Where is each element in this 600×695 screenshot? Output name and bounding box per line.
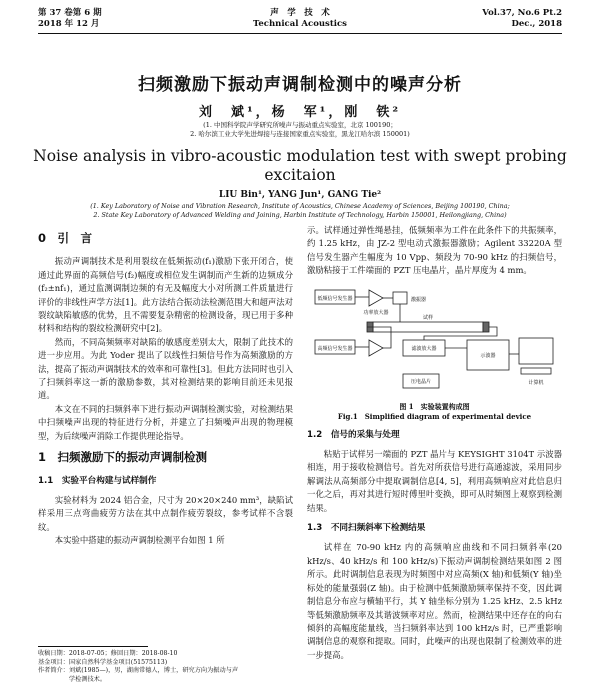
authors-en: LIU Bin¹, YANG Jun¹, GANG Tie² [218,190,382,200]
journal-issue-en [482,8,562,30]
label-low-freq-generator: 低频信号发生器 [317,295,353,302]
paragraph: 振动声调制技术是利用裂纹在低频振动(f₁)激励下张开闭合，使通过此界面的高频信号(f₂)幅度或相位发生调制而产生新的边频成分(f₂±nf₁)，通过监测调制边频的有无及幅度大小对所测工件质量进行评价的非线性声学方法[1]。此方法结合振动法检测范围大和超声法对裂纹缺陷敏感的优势，且不需要复杂精密的检测设备，现已用于多种材料和结构的裂纹检测研究中[2]。 [38,256,293,334]
received-date: 收稿日期：2018-07-05；修回日期：2018-08-10 [38,650,178,657]
affiliations-en [30,202,570,220]
amplifier-symbol-2 [369,340,383,356]
experimental-setup-diagram [307,284,562,402]
funding: 基金项目：国家自然科学基金项目(51575113) [38,658,168,666]
header-rule [38,33,562,34]
footnote [38,650,293,684]
shaker-box [393,292,407,304]
subsection-heading-1-1: 1.1 实验平台构建与试样制作 [38,475,157,486]
label-computer: 计算机 [528,379,544,386]
label-pzt: 压电晶片 [410,378,432,385]
journal-name-cn: 声 学 技 术 [270,8,330,18]
section-heading-introduction: 0 引 言 [38,231,93,245]
section-heading-1: 1 扫频激励下的振动声调制检测 [38,450,207,465]
affiliation-en-1: (1. Key Laboratory of Noise and Vibration Research, Institute of Acoustics, Chinese Academy of Sciences, Beijing 100190, China; [90,202,510,210]
figure-caption-cn: 图 1 实验装置构成图 [399,401,470,411]
computer-keyboard [521,368,551,374]
author-bio: 作者简介：刘斌(1985—)，男，湖南常德人，博士，研究方向为振动与声 [38,667,239,675]
figure-1 [307,284,562,402]
running-header [38,8,562,36]
footnote-rule [38,646,148,647]
subsection-heading-1-2: 1.2 信号的采集与处理 [307,429,400,440]
paragraph: 本文在不同的扫频斜率下进行振动声调制检测实验，对检测结果中扫频噪声出现的特征进行分析，并建立了扫频噪声出现的物理模型，为后续噪声消除工作提供理论指导。 [38,403,293,441]
label-oscilloscope: 示波器 [480,352,496,359]
affiliation-cn-1: (1. 中国科学院声学研究所噪声与振动重点实验室，北京 100190； [203,121,397,129]
issue-date-en: Dec., 2018 [511,19,562,29]
power-amplifier-symbol [369,290,383,306]
label-high-freq-generator: 高频信号发生器 [317,345,353,352]
paragraph: 实验材料为 2024 铝合金，尺寸为 20×20×240 mm³，缺陷试样采用三点弯曲疲劳方法在其中点制作疲劳裂纹，参考试样不含裂纹。 [38,494,293,532]
label-specimen: 试样 [422,314,434,321]
label-power-amplifier: 功率放大器 [363,309,389,316]
paragraph: 然而，不同高频频率对缺陷的敏感度差别太大，限制了此技术的进一步应用。为此 Yoder 提出了以线性扫频信号作为高频激励的方法，提高了振动声调制技术的效率和可靠性[3]。但此方法同时也引入了扫频斜率这一新的激励参数，其对检测结果的影响目前还未见报道。 [38,336,293,401]
paragraph: 示。试样通过弹性绳悬挂，低频频率为工件在此条件下的共振频率，约 1.25 kHz，由 JZ-2 型电动式激振器激励；Agilent 33220A 型信号发生器产生幅度为 10 Vpp、频段为 70-90 kHz 的扫频信号，激励粘接于工件端面的 PZT 压电晶片，晶片厚度为 4 mm。 [307,225,562,276]
paragraph: 粘贴于试样另一端面的 PZT 晶片与 KEYSIGHT 3104T 示波器相连，用于接收检测信号。首先对所获信号进行高通滤波，采用同步解调法从高频部分中提取调制信息[4, 5]，利用高频响应对此信息归一化之后，再对其进行短时傅里叶变换，即可从时频图上观察到检测结果。 [307,449,562,513]
paragraph: 试样在 70-90 kHz 内的高频响应曲线和不同扫频斜率(20 kHz/s、40 kHz/s 和 100 kHz/s)下振动声调制检测结果如图 2 图所示。此时调制信息表现为时频图中对应高频(X 轴)和低频(Y 轴)坐标处的能量强弱(Z 轴)。由于检测中低频激励频率保持不变，因此调制信息分布应与横轴平行，其 Y 轴坐标分别为 1.25 kHz、2.5 kHz 等低频激励频率及其谐波频率对应。然而，检测结果中还存在的向右倾斜的高幅度能量线，当扫频斜率达到 100 kHz/s 时，已严重影响调制信息的观察和提取。同时，此噪声的出现也限制了检测效率的进一步提高。 [307,542,562,660]
title-cn: 扫频激励下振动声调制检测中的噪声分析 [138,75,462,95]
authors-cn: 刘 斌¹，杨 军¹，刚 铁² [198,105,402,120]
affiliations-cn [30,121,570,139]
author-bio-cont: 学检测技术。 [38,675,107,683]
label-filter-amplifier: 滤波放大器 [411,345,437,352]
title-en: Noise analysis in vibro-acoustic modulation test with swept probing excitaion [33,147,567,184]
affiliation-cn-2: 2. 哈尔滨工业大学先进焊接与连接国家重点实验室，黑龙江哈尔滨 150001) [190,130,410,138]
affiliation-en-2: 2. State Key Laboratory of Advanced Welding and Joining, Harbin Institute of Technology, Harbin 150001, Heilongjiang, China) [93,211,507,219]
subsection-heading-1-3: 1.3 不同扫频斜率下检测结果 [307,523,426,534]
computer-monitor [519,338,553,364]
right-column [307,224,562,662]
figure-caption-en: Fig.1 Simplified diagram of experimental device [337,411,532,421]
volume-issue-en: Vol.37, No.6 Pt.2 [482,8,562,18]
left-column [38,224,293,548]
issue-date-cn: 2018 年 12 月 [38,19,100,29]
volume-issue: 第 37 卷第 6 期 [38,8,102,18]
paragraph: 本实验中搭建的振动声调制检测平台如图 1 所 [54,535,225,546]
label-shaker: 激振器 [411,296,427,303]
pzt-right [483,322,489,332]
journal-name-en: Technical Acoustics [253,19,347,29]
